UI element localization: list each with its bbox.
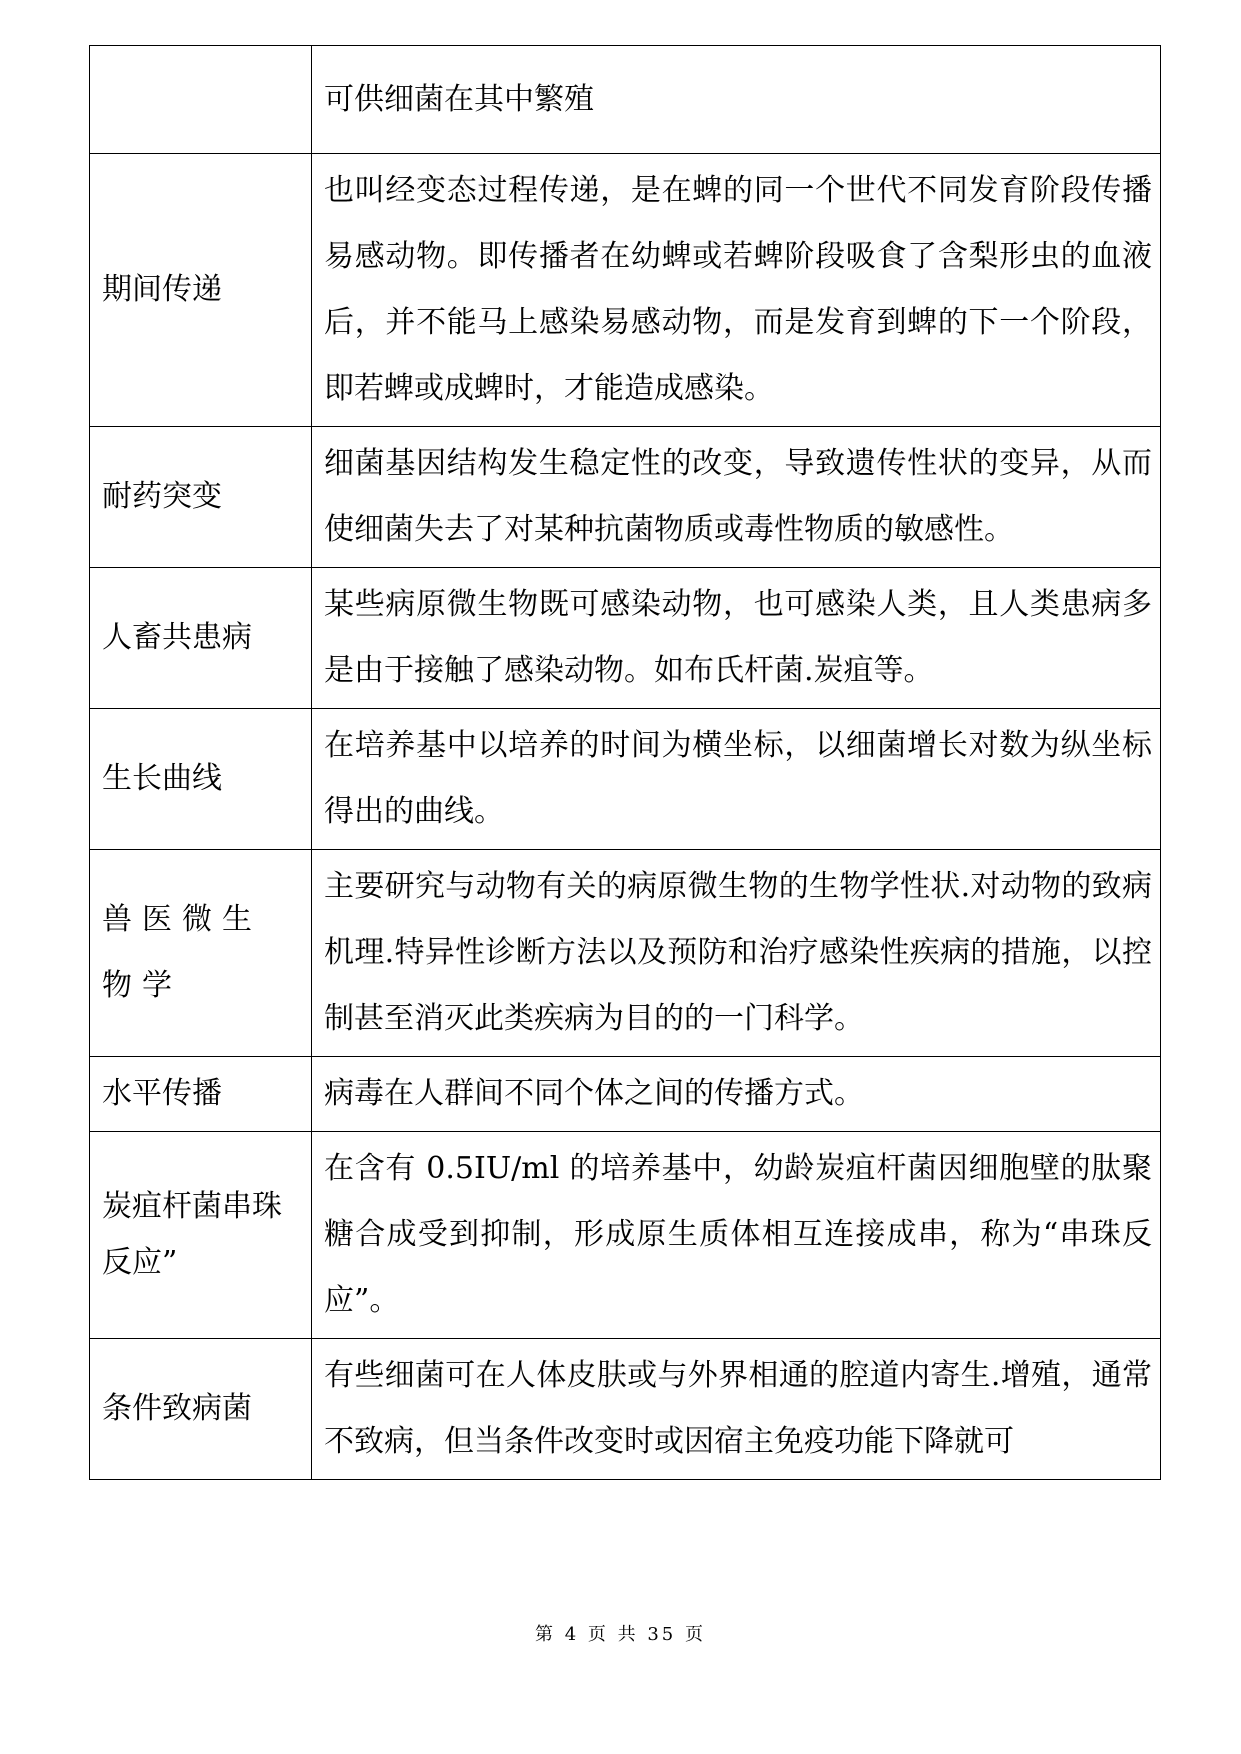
term-cell: 炭疽杆菌串珠反应” <box>90 1132 312 1339</box>
term-cell: 人畜共患病 <box>90 568 312 709</box>
table-row <box>90 154 1161 427</box>
definition-cell: 在培养基中以培养的时间为横坐标，以细菌增长对数为纵坐标得出的曲线。 <box>312 709 1161 850</box>
term-cell: 耐药突变 <box>90 427 312 568</box>
term-cell: 水平传播 <box>90 1057 312 1132</box>
definition-cell: 病毒在人群间不同个体之间的传播方式。 <box>312 1057 1161 1132</box>
table-row <box>90 850 1161 1057</box>
term-cell: 期间传递 <box>90 154 312 427</box>
term-cell: 条件致病菌 <box>90 1339 312 1480</box>
definition-cell: 也叫经变态过程传递，是在蜱的同一个世代不同发育阶段传播易感动物。即传播者在幼蜱或若蜱阶段吸食了含梨形虫的血液后，并不能马上感染易感动物，而是发育到蜱的下一个阶段，即若蜱或成蜱时，才能造成感染。 <box>312 154 1161 427</box>
table-row <box>90 46 1161 154</box>
definition-cell: 主要研究与动物有关的病原微生物的生物学性状.对动物的致病机理.特异性诊断方法以及预防和治疗感染性疾病的措施，以控制甚至消灭此类疾病为目的的一门科学。 <box>312 850 1161 1057</box>
page-number: 第 4 页 共 35 页 <box>535 1624 706 1645</box>
definition-cell: 有些细菌可在人体皮肤或与外界相通的腔道内寄生.增殖，通常不致病，但当条件改变时或因宿主免疫功能下降就可 <box>312 1339 1161 1480</box>
table-row <box>90 709 1161 850</box>
table-row <box>90 1339 1161 1480</box>
definition-cell: 某些病原微生物既可感染动物，也可感染人类，且人类患病多是由于接触了感染动物。如布氏杆菌.炭疽等。 <box>312 568 1161 709</box>
table-row <box>90 568 1161 709</box>
table-row <box>90 1132 1161 1339</box>
term-cell: 兽医微生物学 <box>90 850 312 1057</box>
definition-cell: 细菌基因结构发生稳定性的改变，导致遗传性状的变异，从而使细菌失去了对某种抗菌物质或毒性物质的敏感性。 <box>312 427 1161 568</box>
glossary-table <box>89 45 1161 1480</box>
definition-cell: 可供细菌在其中繁殖 <box>312 46 1161 154</box>
term-cell <box>90 46 312 154</box>
table-row <box>90 427 1161 568</box>
table-row <box>90 1057 1161 1132</box>
definition-cell: 在含有 0.5IU/ml 的培养基中，幼龄炭疽杆菌因细胞壁的肽聚糖合成受到抑制，形成原生质体相互连接成串，称为“串珠反应”。 <box>312 1132 1161 1339</box>
term-cell: 生长曲线 <box>90 709 312 850</box>
